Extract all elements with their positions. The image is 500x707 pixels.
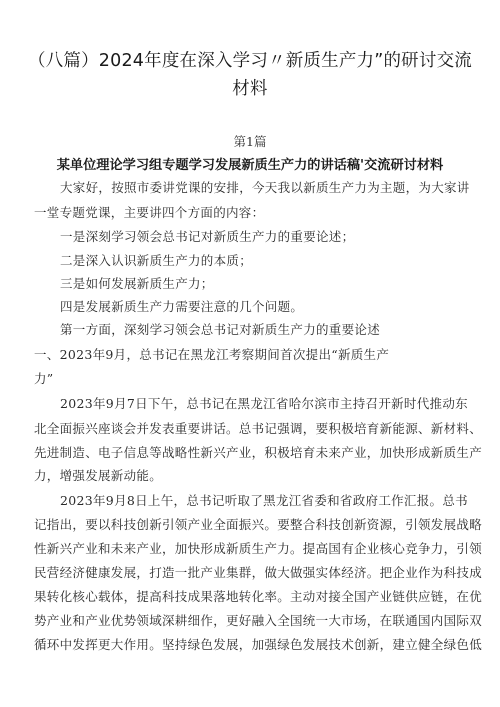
- paragraph-line: 循环中发挥更大作用。坚持绿色发展，加强绿色发展技术创新，建立健全绿色低: [34, 637, 483, 652]
- paragraph-line: 性新兴产业和未来产业，加快形成新质生产力。提高国有企业核心竞争力，引领: [34, 541, 483, 556]
- paragraph-line: 民营经济健康发展，打造一批产业集群，做大做强实体经济。把企业作为科技成: [34, 565, 483, 580]
- paragraph-line: 一是深刻学习领会总书记对新质生产力的重要论述；: [60, 229, 355, 244]
- paragraph-line: 记指出，要以科技创新引领产业全面振兴。要整合科技创新资源，引领发展战略: [34, 517, 483, 532]
- article-title: 某单位理论学习组专题学习发展新质生产力的讲话稿'交流研讨材料: [56, 158, 444, 173]
- paragraph-line: 2023年9月8日上午，总书记听取了黑龙江省委和省政府工作汇报。总书: [60, 493, 468, 508]
- section-label: 第1篇: [233, 134, 267, 149]
- paragraph-line: 果转化核心载体，提高科技成果落地转化率。主动对接全国产业链供应链，在优: [34, 589, 483, 604]
- paragraph-line: 势产业和产业优势领域深耕细作，更好融入全国统一大市场，在联通国内国际双: [34, 613, 483, 628]
- paragraph-line: 大家好，按照市委讲党课的安排，今天我以新质生产力为主题，为大家讲: [60, 180, 470, 195]
- paragraph-line: 北全面振兴座谈会并发表重要讲话。总书记强调，要积极培育新能源、新材料、: [34, 421, 483, 436]
- document-title-line-1: （八篇）2024年度在深入学习〃新质生产力”的研讨交流: [27, 51, 472, 71]
- paragraph-line: 三是如何发展新质生产力；: [60, 276, 214, 291]
- paragraph-line: 一堂专题党课，主要讲四个方面的内容：: [34, 205, 265, 220]
- document-title-line-2: 材料: [232, 79, 268, 99]
- paragraph-line: 力”: [34, 371, 54, 386]
- paragraph-line: 力，增强发展新动能。: [34, 468, 163, 483]
- paragraph-line: 四是发展新质生产力需要注意的几个问题。: [60, 299, 304, 314]
- paragraph-line: 2023年9月7日下午，总书记在黑龙江省哈尔滨市主持召开新时代推动东: [60, 396, 468, 411]
- paragraph-line: 第一方面，深刻学习领会总书记对新质生产力的重要论述: [60, 322, 381, 337]
- paragraph-line: 二是深入认识新质生产力的本质；: [60, 253, 253, 268]
- paragraph-line: 先进制造、电子信息等战略性新兴产业，积极培育未来产业，加快形成新质生产: [34, 445, 483, 460]
- paragraph-line: 一、2023年9月，总书记在黑龙江考察期间首次提出“新质生产: [34, 347, 390, 362]
